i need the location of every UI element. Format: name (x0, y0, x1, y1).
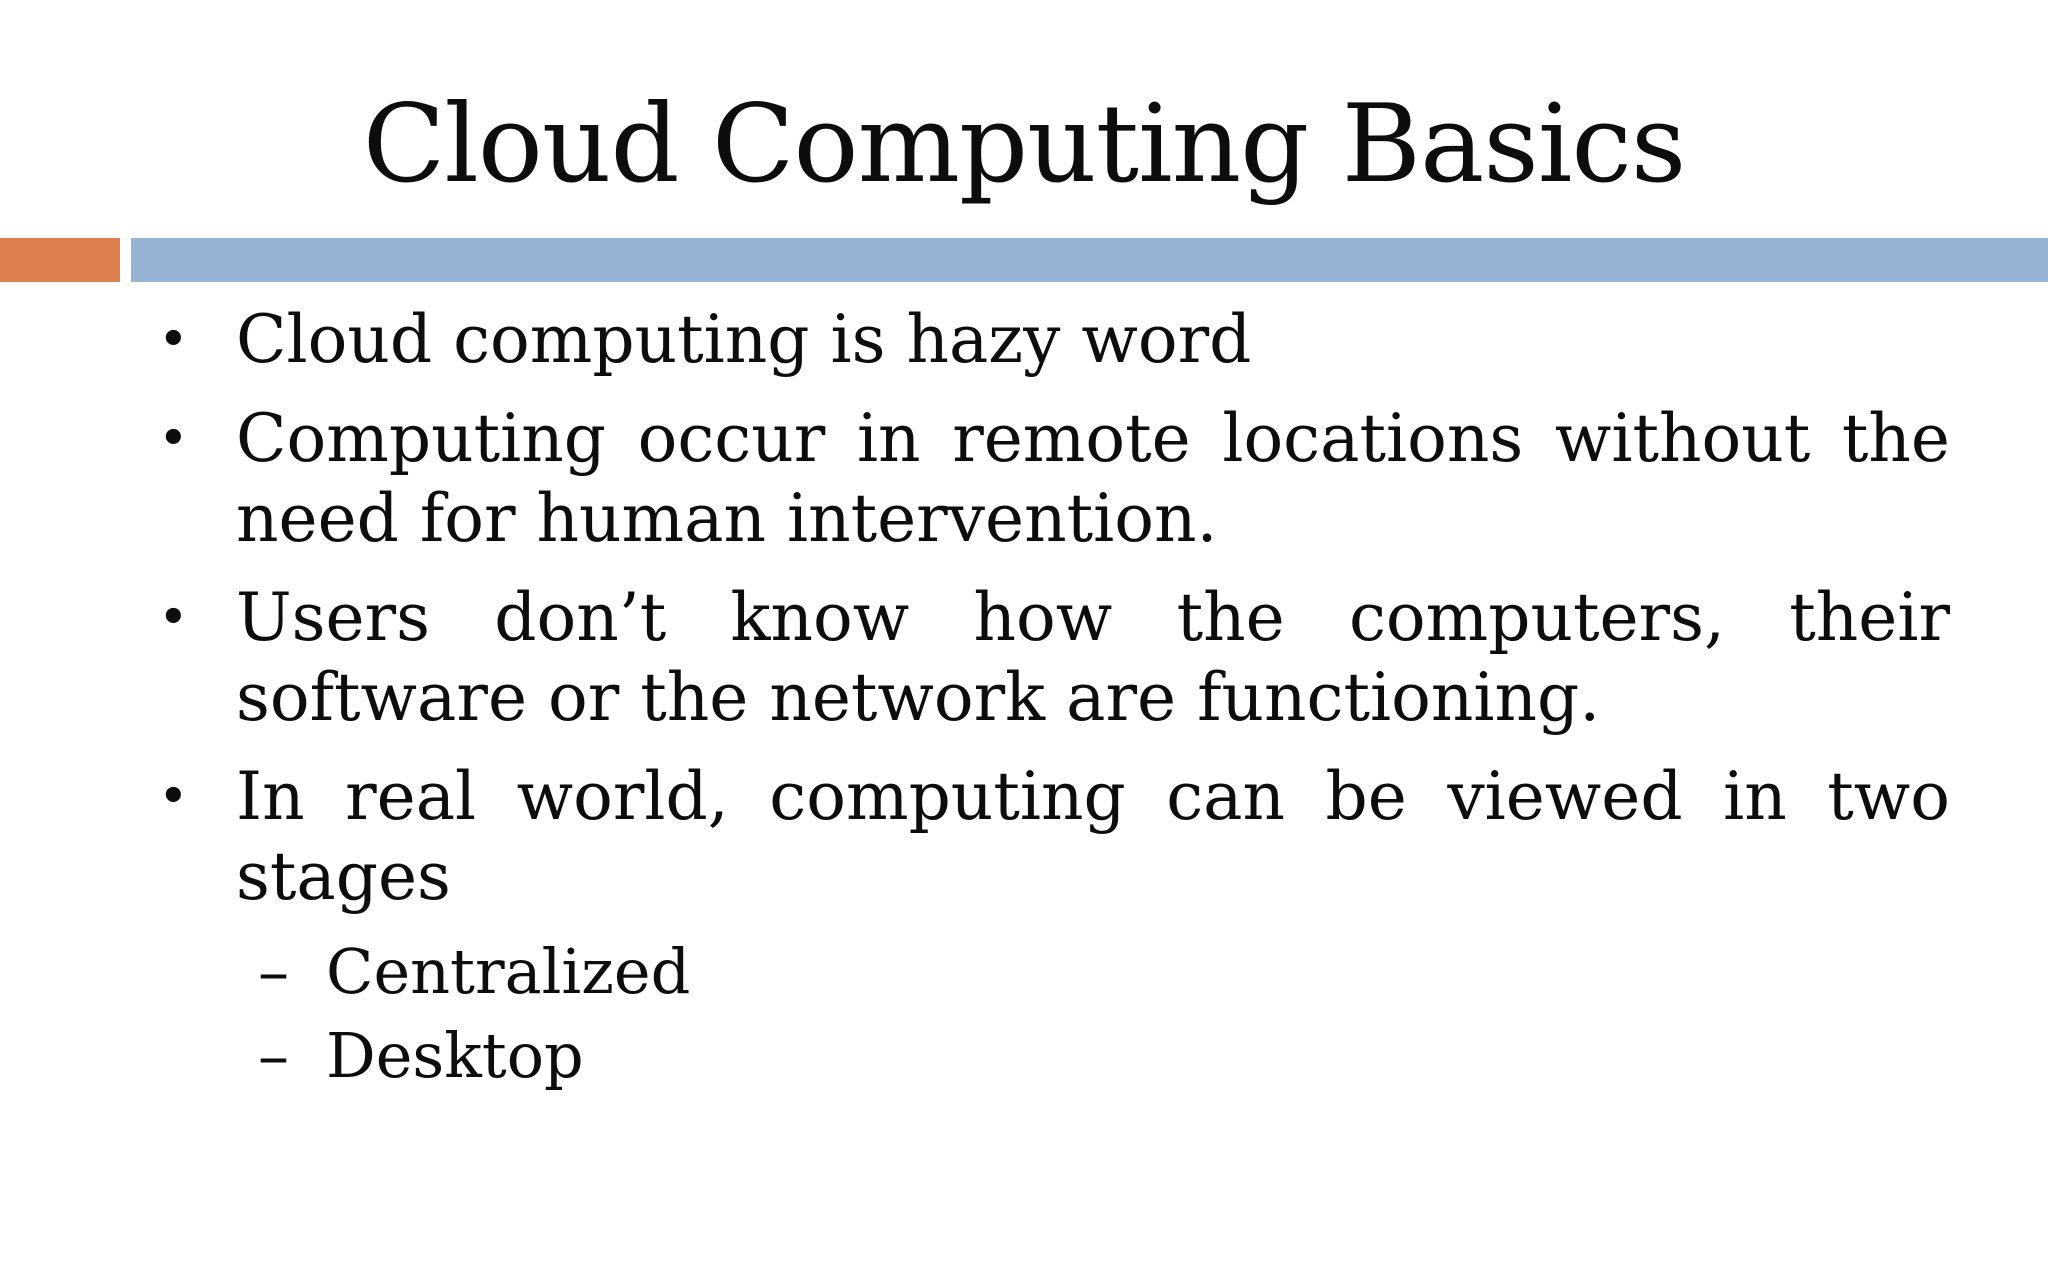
bullet-marker: • (158, 588, 189, 648)
sub-bullet-marker: – (258, 1019, 289, 1092)
sub-bullet-text: Desktop (326, 1019, 584, 1092)
sub-bullet-list (150, 930, 1950, 1098)
bullet-item-4 (150, 757, 1950, 917)
sub-bullet-text: Centralized (326, 935, 691, 1008)
bullet-item-1 (150, 300, 1950, 380)
bullet-marker: • (158, 767, 189, 827)
bullet-marker: • (158, 409, 189, 469)
bullet-text: Computing occur in remote locations without the need for human intervention. (236, 400, 1950, 557)
accent-bar-blue (131, 238, 2048, 282)
bullet-item-2 (150, 399, 1950, 559)
bullet-marker: • (158, 310, 189, 370)
sub-bullet-item-2 (150, 1014, 1950, 1098)
bullet-text: Cloud computing is hazy word (236, 301, 1252, 378)
bullet-text: In real world, computing can be viewed in two stages (236, 758, 1950, 915)
slide-title: Cloud Computing Basics (362, 82, 1686, 207)
accent-bar-orange (0, 238, 120, 282)
bullet-item-3 (150, 578, 1950, 738)
bullet-text: Users don’t know how the computers, their software or the network are functioning. (236, 579, 1950, 736)
sub-bullet-item-1 (150, 930, 1950, 1014)
bullet-list (150, 300, 1950, 1098)
sub-bullet-marker: – (258, 935, 289, 1008)
